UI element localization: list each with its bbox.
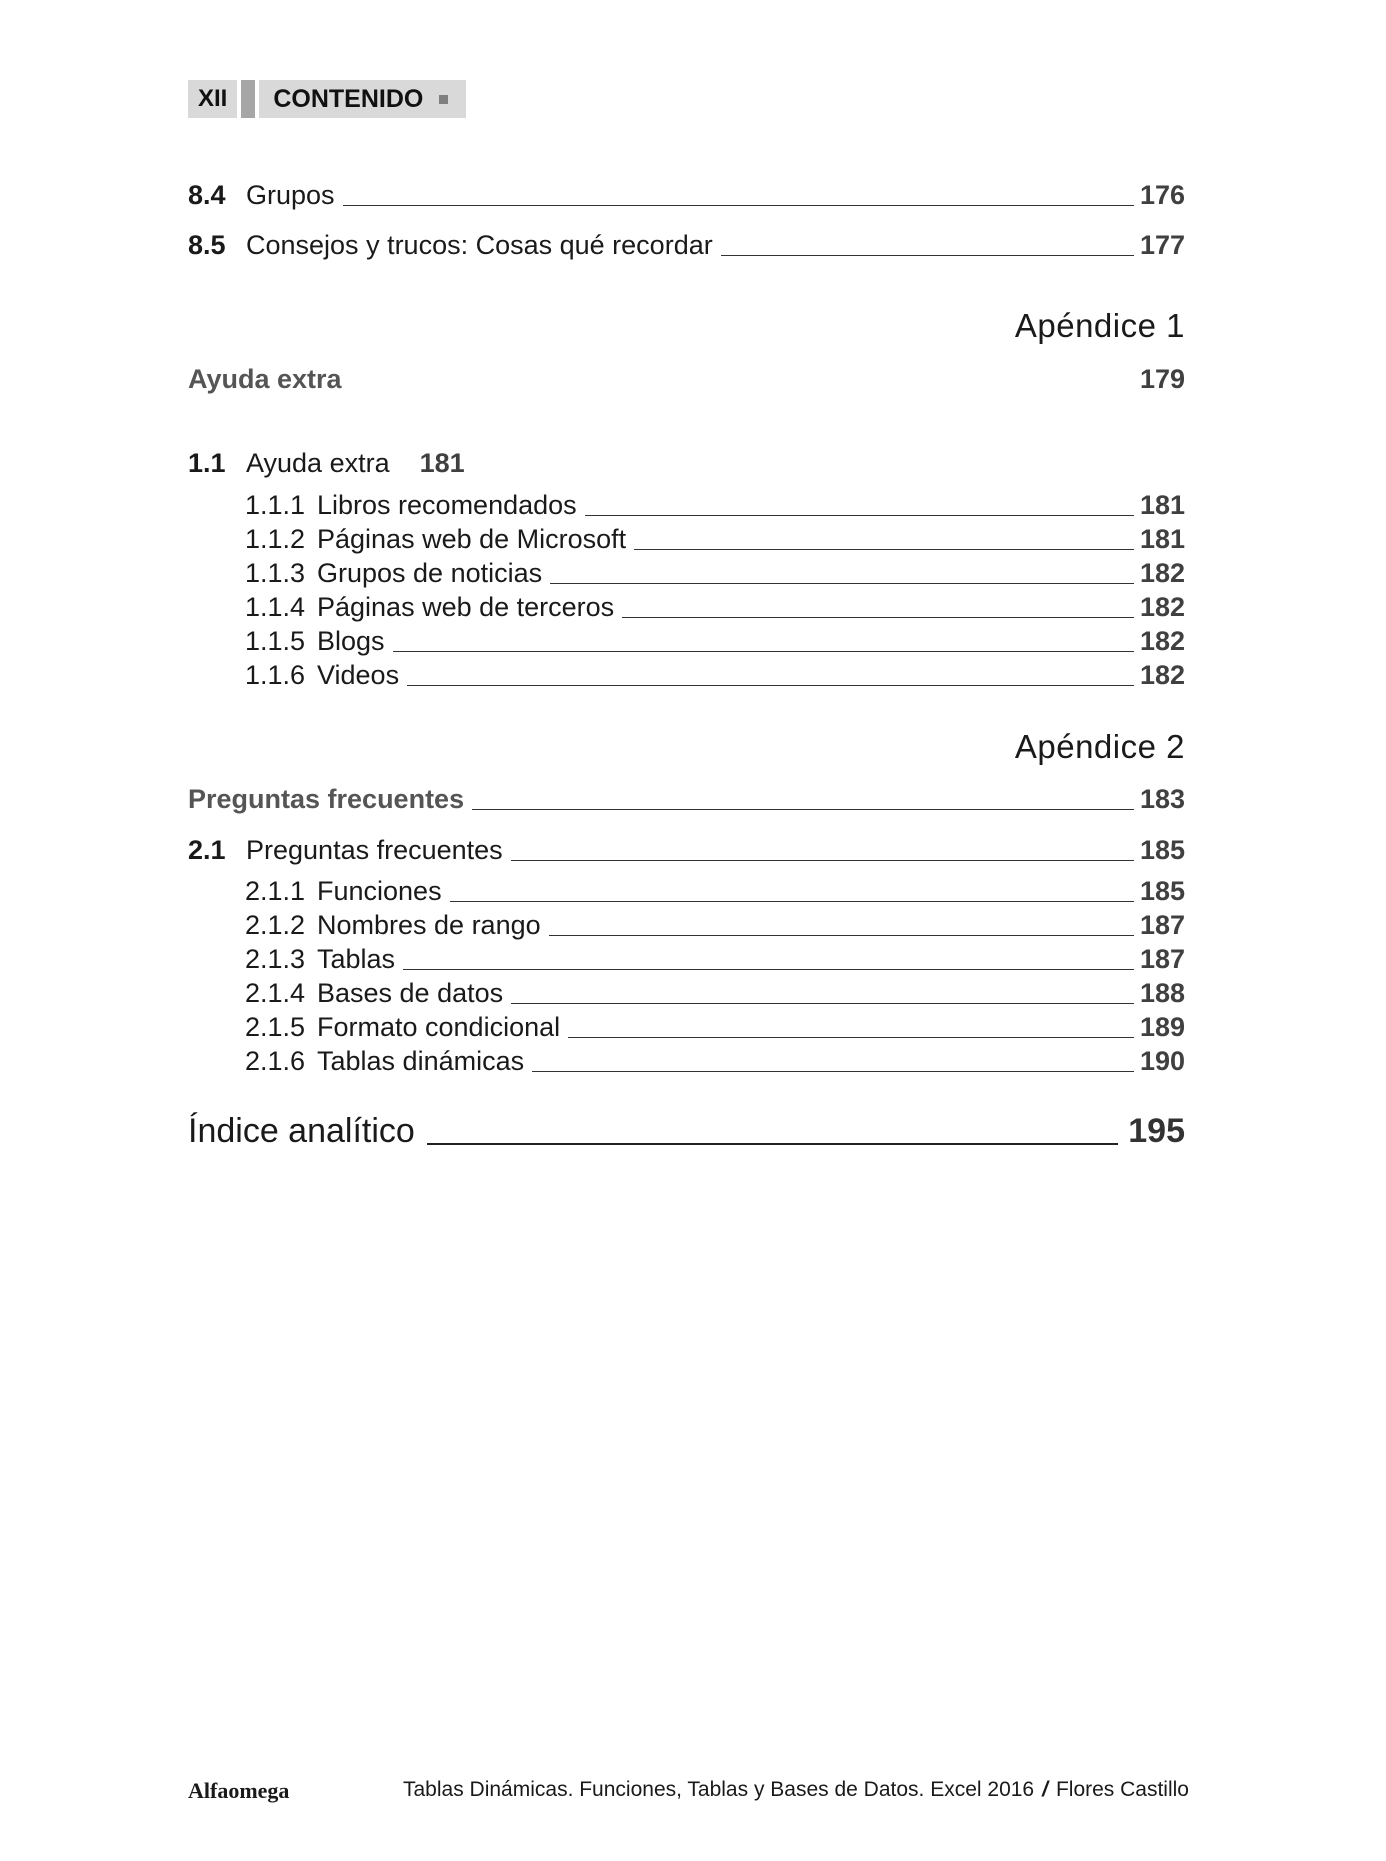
- toc-subentry: [245, 660, 1185, 690]
- appendix-heading: Apéndice 2: [1014, 728, 1185, 765]
- toc-entry: [188, 230, 1185, 260]
- leader-line: [549, 935, 1134, 936]
- header-title-box: [259, 80, 466, 118]
- leader-line: [472, 809, 1134, 810]
- entry-label: Formato condicional: [317, 1012, 561, 1042]
- entry-label: Ayuda extra: [246, 448, 390, 478]
- entry-label: Consejos y trucos: Cosas qué recordar: [246, 230, 713, 260]
- leader-line: [427, 1143, 1118, 1145]
- entry-number: 2.1.2: [245, 910, 306, 940]
- entry-number: 2.1.6: [245, 1046, 306, 1076]
- entry-number: 2.1: [188, 835, 226, 865]
- toc-subentry: [245, 626, 1185, 656]
- entry-page: 190: [1139, 1046, 1185, 1076]
- leader-line: [634, 549, 1134, 550]
- footer-slash: /: [1042, 1778, 1048, 1801]
- entry-label: Nombres de rango: [317, 910, 541, 940]
- entry-page: 187: [1139, 944, 1185, 974]
- entry-number: 2.1.4: [245, 978, 306, 1008]
- appendix-heading: Apéndice 1: [1014, 307, 1185, 344]
- leader-line: [568, 1037, 1134, 1038]
- chapter-entry: [188, 784, 1185, 815]
- entry-number: 1.1.2: [245, 524, 306, 554]
- entry-number: 1.1.3: [245, 558, 306, 588]
- entry-label: Páginas web de terceros: [317, 592, 615, 622]
- toc-entry: [188, 180, 1185, 210]
- page-header: [188, 80, 466, 118]
- leader-line: [622, 617, 1134, 618]
- entry-page: 181: [1139, 524, 1185, 554]
- leader-line: [550, 583, 1134, 584]
- toc-subentry: [245, 978, 1185, 1008]
- toc-subentry: [245, 1046, 1185, 1076]
- entry-label: Libros recomendados: [317, 490, 577, 520]
- leader-line: [393, 651, 1134, 652]
- entry-label: Páginas web de Microsoft: [317, 524, 627, 554]
- entry-number: 1.1: [188, 448, 226, 478]
- toc-subentry: [245, 524, 1185, 554]
- leader-line: [511, 1003, 1134, 1004]
- entry-page: 187: [1139, 910, 1185, 940]
- entry-number: 2.1.1: [245, 876, 306, 906]
- toc-entry: [188, 835, 1185, 865]
- publisher-name: Alfaomega: [188, 1778, 290, 1803]
- entry-page: 181: [1139, 490, 1185, 520]
- chapter-entry: [188, 364, 1185, 395]
- entry-page: 182: [1139, 626, 1185, 656]
- entry-label: Grupos: [246, 180, 335, 210]
- chapter-title: Ayuda extra: [188, 364, 342, 394]
- entry-page: 182: [1139, 660, 1185, 690]
- entry-label: Bases de datos: [317, 978, 504, 1008]
- toc-subentry: [245, 592, 1185, 622]
- entry-page: 177: [1139, 230, 1185, 260]
- entry-page: 188: [1139, 978, 1185, 1008]
- entry-label: Preguntas frecuentes: [246, 835, 503, 865]
- square-bullet-icon: [439, 95, 448, 104]
- toc-subentry: [245, 944, 1185, 974]
- entry-label: Blogs: [317, 626, 385, 656]
- chapter-title: Preguntas frecuentes: [188, 784, 465, 814]
- index-entry: [188, 1112, 1185, 1151]
- leader-line: [407, 685, 1134, 686]
- entry-number: 1.1.1: [245, 490, 306, 520]
- entry-number: 1.1.4: [245, 592, 306, 622]
- chapter-page: 179: [1139, 364, 1185, 394]
- index-label: Índice analítico: [188, 1112, 415, 1150]
- entry-label: Tablas: [317, 944, 396, 974]
- entry-number: 1.1.5: [245, 626, 306, 656]
- entry-number: 1.1.6: [245, 660, 306, 690]
- entry-page: 182: [1139, 592, 1185, 622]
- entry-page: 185: [1139, 876, 1185, 906]
- toc-subentry: [245, 876, 1185, 906]
- header-divider-bar: [241, 80, 255, 118]
- book-author: Flores Castillo: [1055, 1778, 1189, 1801]
- toc-subentry: [245, 490, 1185, 520]
- leader-line: [721, 255, 1134, 256]
- section-title: CONTENIDO: [273, 84, 424, 113]
- entry-number: 8.5: [188, 230, 226, 260]
- toc-entry: [188, 448, 1185, 478]
- entry-page: 181: [419, 448, 465, 478]
- toc-subentry: [245, 910, 1185, 940]
- leader-line: [511, 860, 1134, 861]
- leader-line: [343, 205, 1134, 206]
- entry-page: 176: [1139, 180, 1185, 210]
- leader-line: [403, 969, 1134, 970]
- toc-subentry: [245, 1012, 1185, 1042]
- leader-line: [585, 515, 1134, 516]
- page-number: XII: [188, 80, 237, 118]
- entry-label: Tablas dinámicas: [317, 1046, 525, 1076]
- leader-line: [532, 1071, 1134, 1072]
- entry-page: 182: [1139, 558, 1185, 588]
- footer-book-info: [403, 1778, 1189, 1802]
- chapter-page: 183: [1139, 784, 1185, 814]
- entry-page: 189: [1139, 1012, 1185, 1042]
- entry-label: Videos: [317, 660, 400, 690]
- entry-label: Funciones: [317, 876, 442, 906]
- entry-label: Grupos de noticias: [317, 558, 543, 588]
- entry-number: 2.1.5: [245, 1012, 306, 1042]
- leader-line: [450, 901, 1134, 902]
- book-title: Tablas Dinámicas. Funciones, Tablas y Bases de Datos. Excel 2016: [403, 1778, 1035, 1801]
- entry-number: 2.1.3: [245, 944, 306, 974]
- entry-page: 185: [1139, 835, 1185, 865]
- entry-number: 8.4: [188, 180, 226, 210]
- toc-subentry: [245, 558, 1185, 588]
- index-page: 195: [1128, 1112, 1185, 1150]
